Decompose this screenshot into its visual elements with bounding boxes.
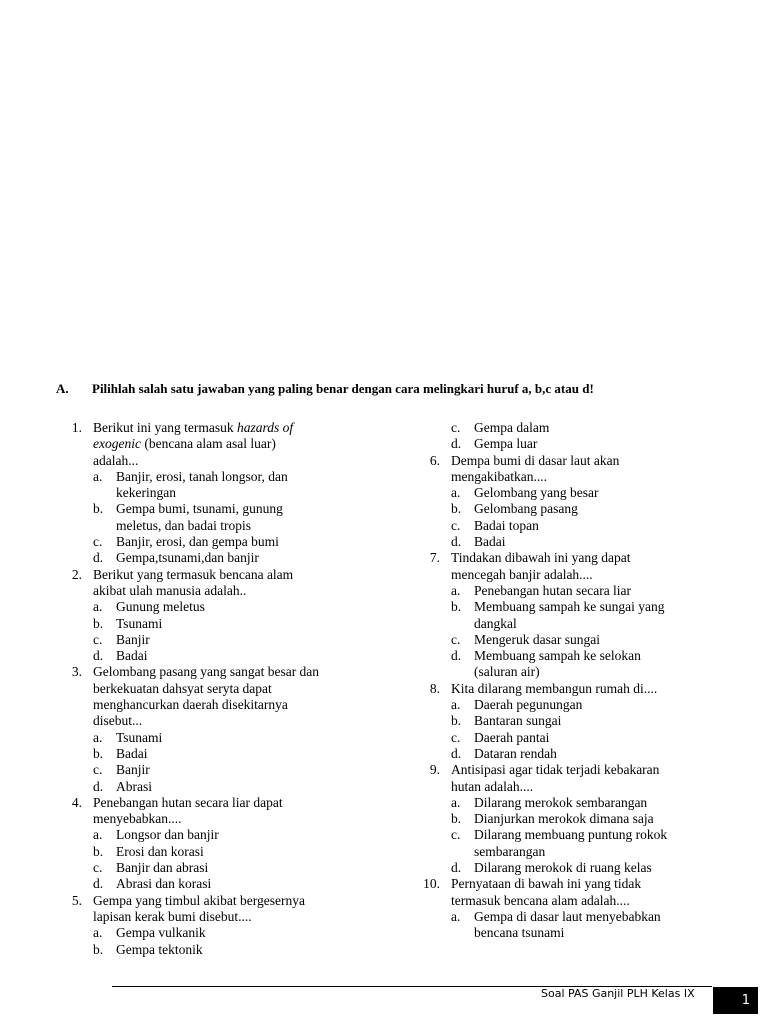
option-5a: [60, 925, 360, 941]
question-number: 9.: [429, 762, 440, 778]
option-1a: [60, 469, 360, 485]
question-text: Tindakan dibawah ini yang dapat: [451, 550, 631, 566]
option-letter: a.: [451, 908, 461, 924]
option-text: Badai: [116, 745, 148, 761]
option-text: Mengeruk dasar sungai: [474, 631, 600, 647]
option-text: Gunung meletus: [116, 599, 205, 615]
option-letter: d.: [93, 648, 104, 664]
option-letter: d.: [93, 876, 104, 892]
question-text: akibat ulah manusia adalah..: [93, 582, 247, 598]
question-text: Gempa yang timbul akibat bergesernya: [93, 892, 305, 908]
option-5d: [418, 436, 718, 452]
option-letter: a.: [451, 582, 461, 598]
question-text: Dempa bumi di dasar laut akan: [451, 452, 620, 468]
option-letter: d.: [451, 436, 462, 452]
option-7d: [418, 648, 718, 664]
footer-title: Soal PAS Ganjil PLH Kelas IX: [541, 987, 695, 1000]
option-text: Gempa luar: [474, 436, 538, 452]
question-1: [60, 420, 360, 436]
option-text: Dataran rendah: [474, 745, 557, 761]
option-2a: [60, 599, 360, 615]
question-number: 2.: [71, 566, 82, 582]
option-text: Gempa dalam: [474, 420, 550, 435]
option-text: bencana tsunami: [474, 925, 565, 941]
option-6c: [418, 518, 718, 534]
option-text: (saluran air): [474, 664, 540, 680]
question-text: Berikut yang termasuk bencana alam: [93, 566, 294, 582]
option-letter: c.: [451, 729, 461, 745]
option-letter: b.: [451, 501, 462, 517]
option-6b: [418, 501, 718, 517]
option-text: Badai topan: [474, 517, 539, 533]
option-1c: [60, 534, 360, 550]
option-text: Abrasi dan korasi: [116, 876, 212, 892]
option-9a: [418, 795, 718, 811]
option-3d: [60, 779, 360, 795]
question-number: 10.: [423, 876, 440, 892]
option-text: Dilarang merokok di ruang kelas: [474, 860, 652, 876]
option-text: Gempa vulkanik: [116, 925, 206, 941]
option-text: Banjir: [116, 631, 150, 647]
option-2c: [60, 632, 360, 648]
option-letter: d.: [451, 745, 462, 761]
option-text: Gempa di dasar laut menyebabkan: [474, 908, 661, 924]
option-letter: b.: [451, 713, 462, 729]
option-letter: b.: [93, 615, 104, 631]
option-letter: d.: [93, 550, 104, 566]
option-letter: a.: [93, 468, 103, 484]
question-number: 6.: [429, 452, 440, 468]
option-6a: [418, 485, 718, 501]
question-text: berkekuatan dahsyat seryta dapat: [93, 680, 272, 696]
question-9: [418, 762, 718, 778]
option-text: Banjir, erosi, tanah longsor, dan: [116, 468, 288, 484]
option-letter: b.: [451, 599, 462, 615]
option-letter: b.: [451, 811, 462, 827]
option-4d: [60, 876, 360, 892]
option-10a: [418, 909, 718, 925]
option-text: Gempa tektonik: [116, 941, 203, 957]
option-letter: b.: [93, 501, 104, 517]
option-letter: d.: [93, 778, 104, 794]
option-letter: c.: [93, 534, 103, 550]
option-text: Gempa bumi, tsunami, gunung: [116, 501, 283, 517]
option-text: Abrasi: [116, 778, 152, 794]
question-text: Pernyataan di bawah ini yang tidak: [451, 876, 642, 892]
option-text: sembarangan: [474, 843, 546, 859]
page-number-badge: [713, 987, 758, 1014]
option-text: Badai: [474, 534, 506, 550]
option-letter: a.: [93, 827, 103, 843]
option-text: Membuang sampah ke sungai yang: [474, 599, 665, 615]
option-letter: a.: [451, 697, 461, 713]
option-9d: [418, 860, 718, 876]
option-letter: b.: [93, 745, 104, 761]
option-7c: [418, 632, 718, 648]
question-number: 7.: [429, 550, 440, 566]
option-9c: [418, 827, 718, 843]
option-text: Banjir dan abrasi: [116, 860, 209, 876]
option-text: Erosi dan korasi: [116, 843, 204, 859]
option-text: Tsunami: [116, 615, 163, 631]
left-column: [60, 420, 360, 958]
question-text: disebut...: [93, 713, 143, 729]
option-letter: c.: [451, 517, 461, 533]
question-number: 3.: [71, 664, 82, 680]
option-text: Dilarang membuang puntung rokok: [474, 827, 668, 843]
question-text: adalah...: [93, 452, 139, 468]
question-text: Berikut ini yang termasuk hazards of: [93, 420, 294, 435]
right-column: [418, 420, 718, 942]
question-number: 4.: [71, 794, 82, 810]
question-7: [418, 550, 718, 566]
question-text: Penebangan hutan secara liar dapat: [93, 794, 283, 810]
option-letter: a.: [451, 485, 461, 501]
question-10: [418, 876, 718, 892]
question-6: [418, 453, 718, 469]
question-text: Gelombang pasang yang sangat besar dan: [93, 664, 320, 680]
option-8a: [418, 697, 718, 713]
question-text: menyebabkan....: [93, 811, 182, 827]
option-8c: [418, 730, 718, 746]
option-letter: b.: [93, 843, 104, 859]
option-2b: [60, 616, 360, 632]
option-text: Banjir, erosi, dan gempa bumi: [116, 534, 279, 550]
section-letter: A.: [56, 381, 69, 396]
option-letter: d.: [451, 860, 462, 876]
option-text: Penebangan hutan secara liar: [474, 582, 632, 598]
option-letter: a.: [93, 925, 103, 941]
option-text: Gempa,tsunami,dan banjir: [116, 550, 259, 566]
option-4c: [60, 860, 360, 876]
option-letter: a.: [93, 599, 103, 615]
question-4: [60, 795, 360, 811]
option-letter: a.: [451, 794, 461, 810]
option-text: Gelombang pasang: [474, 501, 578, 517]
option-text: Tsunami: [116, 729, 163, 745]
option-letter: c.: [93, 631, 103, 647]
option-text: Badai: [116, 648, 148, 664]
option-text: Gelombang yang besar: [474, 485, 599, 501]
option-4b: [60, 844, 360, 860]
question-text: lapisan kerak bumi disebut....: [93, 908, 252, 924]
option-text: Longsor dan banjir: [116, 827, 219, 843]
option-text: Dianjurkan merokok dimana saja: [474, 811, 654, 827]
question-text: hutan adalah....: [451, 778, 534, 794]
page-number: 1: [741, 993, 750, 1008]
option-1d: [60, 550, 360, 566]
option-7b: [418, 599, 718, 615]
option-3a: [60, 730, 360, 746]
option-text: Bantaran sungai: [474, 713, 562, 729]
option-2d: [60, 648, 360, 664]
option-6d: [418, 534, 718, 550]
option-letter: c.: [451, 631, 461, 647]
option-8b: [418, 713, 718, 729]
option-letter: b.: [93, 941, 104, 957]
option-letter: a.: [93, 729, 103, 745]
option-7a: [418, 583, 718, 599]
option-3c: [60, 762, 360, 778]
option-5c: [418, 420, 718, 436]
question-8: [418, 681, 718, 697]
section-instruction: Pilihlah salah satu jawaban yang paling benar dengan cara melingkari huruf a, b,c atau d!: [92, 381, 594, 396]
question-number: 5.: [71, 892, 82, 908]
question-text: Antisipasi agar tidak terjadi kebakaran: [451, 762, 660, 778]
question-2: [60, 567, 360, 583]
question-3: [60, 664, 360, 680]
option-text: meletus, dan badai tropis: [116, 517, 251, 533]
option-letter: c.: [451, 827, 461, 843]
option-text: kekeringan: [116, 485, 176, 501]
question-number: 1.: [71, 420, 82, 435]
option-4a: [60, 827, 360, 843]
question-text: termasuk bencana alam adalah....: [451, 892, 630, 908]
question-5: [60, 893, 360, 909]
option-text: Banjir: [116, 762, 150, 778]
option-text: Dilarang merokok sembarangan: [474, 794, 648, 810]
option-letter: c.: [93, 762, 103, 778]
question-text: Kita dilarang membangun rumah di....: [451, 680, 658, 696]
option-text: Daerah pantai: [474, 729, 550, 745]
question-text: mencegah banjir adalah....: [451, 566, 593, 582]
question-text: menghancurkan daerah disekitarnya: [93, 697, 288, 713]
option-letter: d.: [451, 648, 462, 664]
question-number: 8.: [429, 680, 440, 696]
option-letter: d.: [451, 534, 462, 550]
option-3b: [60, 746, 360, 762]
option-text: dangkal: [474, 615, 517, 631]
option-text: Membuang sampah ke selokan: [474, 648, 641, 664]
option-5b: [60, 942, 360, 958]
option-letter: c.: [93, 860, 103, 876]
option-8d: [418, 746, 718, 762]
question-text: exogenic (bencana alam asal luar): [93, 436, 276, 452]
question-text: mengakibatkan....: [451, 468, 547, 484]
option-9b: [418, 811, 718, 827]
option-1b: [60, 501, 360, 517]
option-letter: c.: [451, 420, 461, 435]
option-text: Daerah pegunungan: [474, 697, 583, 713]
